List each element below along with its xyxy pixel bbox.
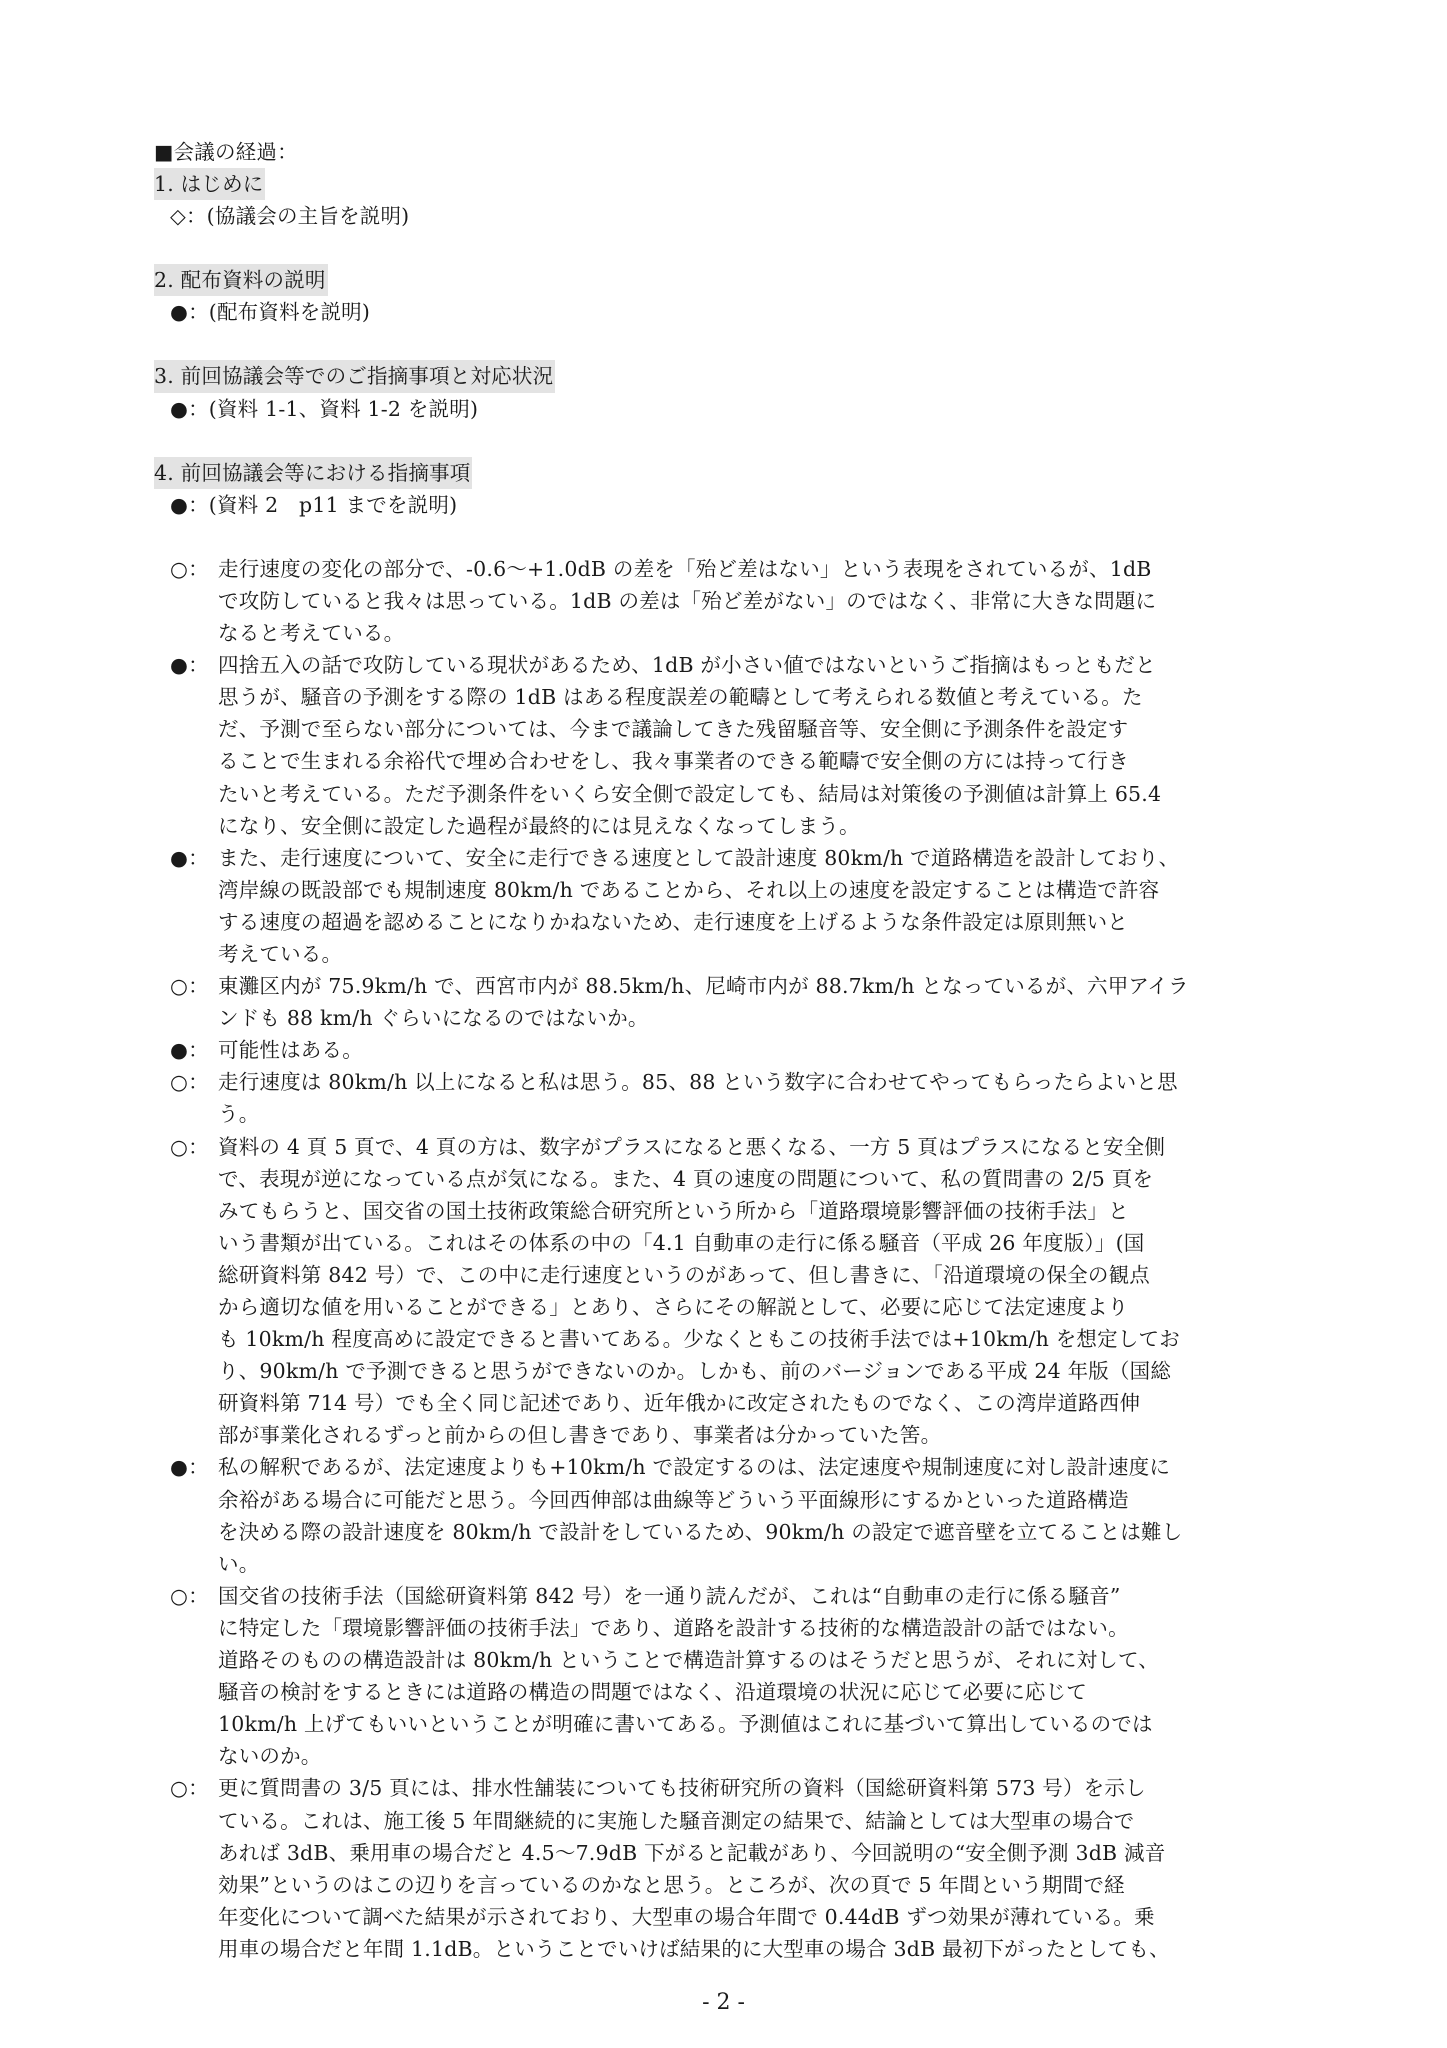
speaker-entry <box>154 553 1314 649</box>
discussion-entries <box>154 553 1314 1965</box>
text-line: 四捨五入の話で攻防している現状があるため、1dB が小さい値ではないというご指摘はもっともだと <box>218 653 1156 678</box>
section-title-row <box>154 264 1314 296</box>
section-note: ●：(資料 1-1、資料 1-2 を説明) <box>170 396 479 421</box>
text-line: 部が事業化されるずっと前からの但し書きであり、事業者は分かっていた筈。 <box>218 1423 942 1448</box>
text-line: う。 <box>218 1102 260 1127</box>
text-line: 研資料第 714 号）でも全く同じ記述であり、近年俄かに改定されたものでなく、この湾岸道路西伸 <box>218 1391 1141 1416</box>
entry-text <box>218 970 1314 1034</box>
agenda-sections <box>154 168 1314 521</box>
text-line: に特定した「環境影響評価の技術手法」であり、道路を設計する技術的な構造設計の話ではない。 <box>218 1615 1129 1640</box>
text-line: 私の解釈であるが、法定速度よりも+10km/h で設定するのは、法定速度や規制速度に対し設計速度に <box>218 1455 1171 1480</box>
text-line: 用車の場合だと年間 1.1dB。ということでいけば結果的に大型車の場合 3dB 最初下がったとしても、 <box>218 1936 1170 1961</box>
text-line: また、走行速度について、安全に走行できる速度として設計速度 80km/h で道路構造を設計しており、 <box>218 845 1180 870</box>
text-line: 考えている。 <box>218 941 343 966</box>
text-line: 国交省の技術手法（国総研資料第 842 号）を一通り読んだが、これは“自動車の走行に係る騒音” <box>218 1583 1121 1608</box>
speaker-entry <box>154 1451 1314 1579</box>
speaker-entry <box>154 1034 1314 1066</box>
text-line: 東灘区内が 75.9km/h で、西宮市内が 88.5km/h、尼崎市内が 88.7km/h となっているが、六甲アイラ <box>218 974 1189 999</box>
text-line: で攻防していると我々は思っている。1dB の差は「殆ど差がない」のではなく、非常に大きな問題に <box>218 588 1157 613</box>
section-gap <box>154 521 1314 553</box>
speaker-entry <box>154 1131 1314 1452</box>
minutes-heading: ■会議の経過： <box>154 140 298 164</box>
text-line: 更に質問書の 3/5 頁には、排水性舗装についても技術研究所の資料（国総研資料第 573 号）を示し <box>218 1776 1146 1801</box>
section-gap <box>154 232 1314 264</box>
text-line: 湾岸線の既設部でも規制速度 80km/h であることから、それ以上の速度を設定することは構造で許容 <box>218 877 1160 902</box>
speaker-mark: ○： <box>170 1583 209 1608</box>
text-line: 年変化について調べた結果が示されており、大型車の場合年間で 0.44dB ずつ効果が薄れている。乗 <box>218 1904 1155 1929</box>
text-line: 思うが、騒音の予測をする際の 1dB はある程度誤差の範疇として考えられる数値と考えている。た <box>218 685 1143 710</box>
speaker-mark: ●： <box>170 653 209 678</box>
text-line: 走行速度の変化の部分で、-0.6～+1.0dB の差を「殆ど差はない」という表現をされているが、1dB <box>218 556 1152 581</box>
section-note: ●：(配布資料を説明) <box>170 300 371 325</box>
section-note: ●：(資料 2 p11 までを説明) <box>170 492 458 517</box>
speaker-mark: ○： <box>170 556 209 581</box>
text-line: だ、予測で至らない部分については、今まで議論してきた残留騒音等、安全側に予測条件を設定す <box>218 717 1129 742</box>
text-line: ることで生まれる余裕代で埋め合わせをし、我々事業者のできる範疇で安全側の方には持って行き <box>218 749 1129 774</box>
section-title-row <box>154 457 1314 489</box>
speaker-mark: ●： <box>170 1038 209 1063</box>
entry-text <box>218 1580 1314 1773</box>
speaker-mark: ○： <box>170 974 209 999</box>
text-line: ないのか。 <box>218 1744 322 1769</box>
section-title: 4. 前回協議会等における指摘事項 <box>154 457 472 489</box>
entry-text <box>218 1772 1314 1965</box>
section-title: 1. はじめに <box>154 168 265 200</box>
speaker-entry <box>154 842 1314 970</box>
entry-text <box>218 1451 1314 1579</box>
text-line: する速度の超過を認めることになりかねないため、走行速度を上げるような条件設定は原則無いと <box>218 909 1128 934</box>
text-line: たいと考えている。ただ予測条件をいくら安全側で設定しても、結局は対策後の予測値は計算上 65.4 <box>218 781 1162 806</box>
text-line: 余裕がある場合に可能だと思う。今回西伸部は曲線等どういう平面線形にするかといった道路構造 <box>218 1487 1129 1512</box>
section-title-row <box>154 360 1314 392</box>
entry-text <box>218 1131 1314 1452</box>
text-line: ている。これは、施工後 5 年間継続的に実施した騒音測定の結果で、結論としては大型車の場合で <box>218 1808 1135 1833</box>
text-line: いう書類が出ている。これはその体系の中の「4.1 自動車の走行に係る騒音（平成 26 年度版）」(国 <box>218 1230 1145 1255</box>
section-note: ◇：(協議会の主旨を説明) <box>170 204 410 229</box>
text-line: 走行速度は 80km/h 以上になると私は思う。85、88 という数字に合わせてやってもらったらよいと思 <box>218 1070 1178 1095</box>
meeting-minutes <box>154 136 1314 1965</box>
entry-text <box>218 1034 1314 1066</box>
speaker-entry <box>154 1772 1314 1965</box>
speaker-entry <box>154 1066 1314 1130</box>
text-line: り、90km/h で予測できると思うができないのか。しかも、前のバージョンである平成 24 年版（国総 <box>218 1359 1172 1384</box>
text-line: になり、安全側に設定した過程が最終的には見えなくなってしまう。 <box>218 813 860 838</box>
section-gap <box>154 425 1314 457</box>
text-line: 道路そのものの構造設計は 80km/h ということで構造計算するのはそうだと思うが、それに対して、 <box>218 1648 1159 1673</box>
text-line: 10km/h 上げてもいいということが明確に書いてある。予測値はこれに基づいて算出しているのでは <box>218 1712 1153 1737</box>
speaker-mark: ○： <box>170 1070 209 1095</box>
text-line: で、表現が逆になっている点が気になる。また、4 頁の速度の問題について、私の質問書の 2/5 頁を <box>218 1166 1154 1191</box>
speaker-mark: ○： <box>170 1776 209 1801</box>
text-line: を決める際の設計速度を 80km/h で設計をしているため、90km/h の設定で遮音壁を立てることは難し <box>218 1519 1183 1544</box>
section-gap <box>154 328 1314 360</box>
section-title: 2. 配布資料の説明 <box>154 264 328 296</box>
text-line: 可能性はある。 <box>218 1038 363 1063</box>
text-line: 資料の 4 頁 5 頁で、4 頁の方は、数字がプラスになると悪くなる、一方 5 頁はプラスになると安全側 <box>218 1134 1166 1159</box>
text-line: から適切な値を用いることができる」とあり、さらにその解説として、必要に応じて法定速度より <box>218 1295 1129 1319</box>
text-line: なると考えている。 <box>218 621 405 646</box>
text-line: ンドも 88 km/h ぐらいになるのではないか。 <box>218 1006 649 1031</box>
text-line: 騒音の検討をするときには道路の構造の問題ではなく、沿道環境の状況に応じて必要に応じて <box>218 1680 1087 1705</box>
section-title-row <box>154 168 1314 200</box>
speaker-entry <box>154 649 1314 842</box>
text-line: みてもらうと、国交省の国土技術政策総合研究所という所から「道路環境影響評価の技術手法」と <box>218 1198 1129 1223</box>
text-line: も 10km/h 程度高めに設定できると書いてある。少なくともこの技術手法では+10km/h を想定してお <box>218 1327 1180 1352</box>
entry-text <box>218 1066 1314 1130</box>
speaker-entry <box>154 1580 1314 1773</box>
text-line: あれば 3dB、乗用車の場合だと 4.5～7.9dB 下がると記載があり、今回説明の“安全側予測 3dB 減音 <box>218 1840 1166 1865</box>
text-line: 効果”というのはこの辺りを言っているのかなと思う。ところが、次の頁で 5 年間という期間で経 <box>218 1872 1125 1897</box>
entry-text <box>218 553 1314 649</box>
text-line: い。 <box>218 1551 260 1576</box>
speaker-mark: ○： <box>170 1134 209 1159</box>
page-number: - 2 - <box>702 1990 745 2015</box>
section-title: 3. 前回協議会等でのご指摘事項と対応状況 <box>154 360 555 392</box>
text-line: 総研資料第 842 号）で、この中に走行速度というのがあって、但し書きに、「沿道環境の保全の観点 <box>218 1262 1150 1287</box>
speaker-entry <box>154 970 1314 1034</box>
speaker-mark: ●： <box>170 1455 209 1480</box>
entry-text <box>218 842 1314 970</box>
entry-text <box>218 649 1314 842</box>
speaker-mark: ●： <box>170 845 209 870</box>
